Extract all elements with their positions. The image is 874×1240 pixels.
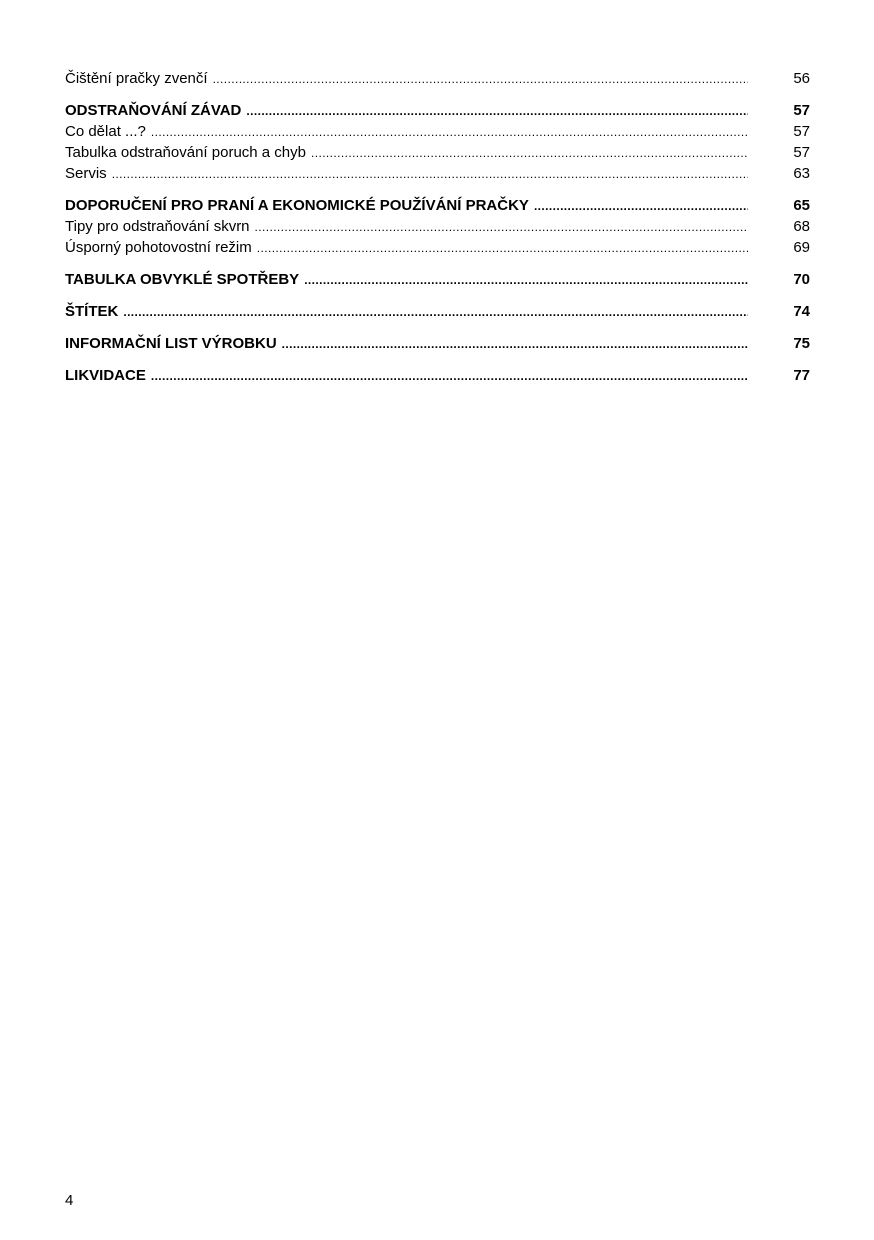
toc-entry-title: Tipy pro odstraňování skvrn xyxy=(65,218,250,235)
toc-section-title: ODSTRAŇOVÁNÍ ZÁVAD xyxy=(65,102,242,119)
toc-dot-leader xyxy=(257,237,748,258)
toc-entry-cisteni-pracky-zvenci[interactable] xyxy=(65,68,810,89)
toc-section-page: 70 xyxy=(793,271,810,288)
toc-entry-title: Co dělat ...? xyxy=(65,123,146,140)
toc-entry-page: 69 xyxy=(793,239,810,256)
toc-dot-leader xyxy=(246,100,748,121)
toc-dot-leader xyxy=(311,142,748,163)
toc-entry-servis[interactable] xyxy=(65,163,810,184)
toc-entry-page: 63 xyxy=(793,165,810,182)
toc-dot-leader xyxy=(304,269,748,290)
toc-entry-page: 68 xyxy=(793,218,810,235)
toc-entry-title: Tabulka odstraňování poruch a chyb xyxy=(65,144,306,161)
toc-dot-leader xyxy=(123,301,748,322)
toc-section-page: 77 xyxy=(793,367,810,384)
toc-section-title: INFORMAČNÍ LIST VÝROBKU xyxy=(65,335,277,352)
toc-section-page: 74 xyxy=(793,303,810,320)
toc-section-title: DOPORUČENÍ PRO PRANÍ A EKONOMICKÉ POUŽÍVÁNÍ PRAČKY xyxy=(65,197,529,214)
toc-entry-co-delat[interactable] xyxy=(65,121,810,142)
toc-section-likvidace[interactable] xyxy=(65,365,810,386)
toc-entry-tipy-pro-odstranovani-skvrn[interactable] xyxy=(65,216,810,237)
toc-entry-title: Servis xyxy=(65,165,107,182)
toc-entry-page: 56 xyxy=(793,70,810,87)
toc-section-page: 65 xyxy=(793,197,810,214)
toc-section-doporuceni-pro-prani[interactable] xyxy=(65,195,810,216)
toc-entry-title: Úsporný pohotovostní režim xyxy=(65,239,252,256)
toc-dot-leader xyxy=(255,216,748,237)
toc-entry-page: 57 xyxy=(793,144,810,161)
toc-section-page: 57 xyxy=(793,102,810,119)
toc-section-title: ŠTÍTEK xyxy=(65,303,119,320)
toc-section-informacni-list-vyrobku[interactable] xyxy=(65,333,810,354)
toc-dot-leader xyxy=(213,68,748,89)
toc-section-title: TABULKA OBVYKLÉ SPOTŘEBY xyxy=(65,271,300,288)
table-of-contents xyxy=(65,68,810,386)
toc-section-page: 75 xyxy=(793,335,810,352)
toc-section-title: LIKVIDACE xyxy=(65,367,146,384)
toc-entry-page: 57 xyxy=(793,123,810,140)
toc-dot-leader xyxy=(151,121,748,142)
toc-dot-leader xyxy=(112,163,748,184)
toc-entry-usporny-pohotovostni-rezim[interactable] xyxy=(65,237,810,258)
toc-entry-title: Čištění pračky zvenčí xyxy=(65,70,208,87)
toc-section-stitek[interactable] xyxy=(65,301,810,322)
toc-section-tabulka-obvykle-spotreby[interactable] xyxy=(65,269,810,290)
toc-dot-leader xyxy=(151,365,748,386)
toc-section-odstranovani-zavad[interactable] xyxy=(65,100,810,121)
toc-entry-tabulka-odstranovani-poruch[interactable] xyxy=(65,142,810,163)
toc-dot-leader xyxy=(534,195,748,216)
page-number: 4 xyxy=(65,1192,74,1209)
toc-dot-leader xyxy=(282,333,748,354)
